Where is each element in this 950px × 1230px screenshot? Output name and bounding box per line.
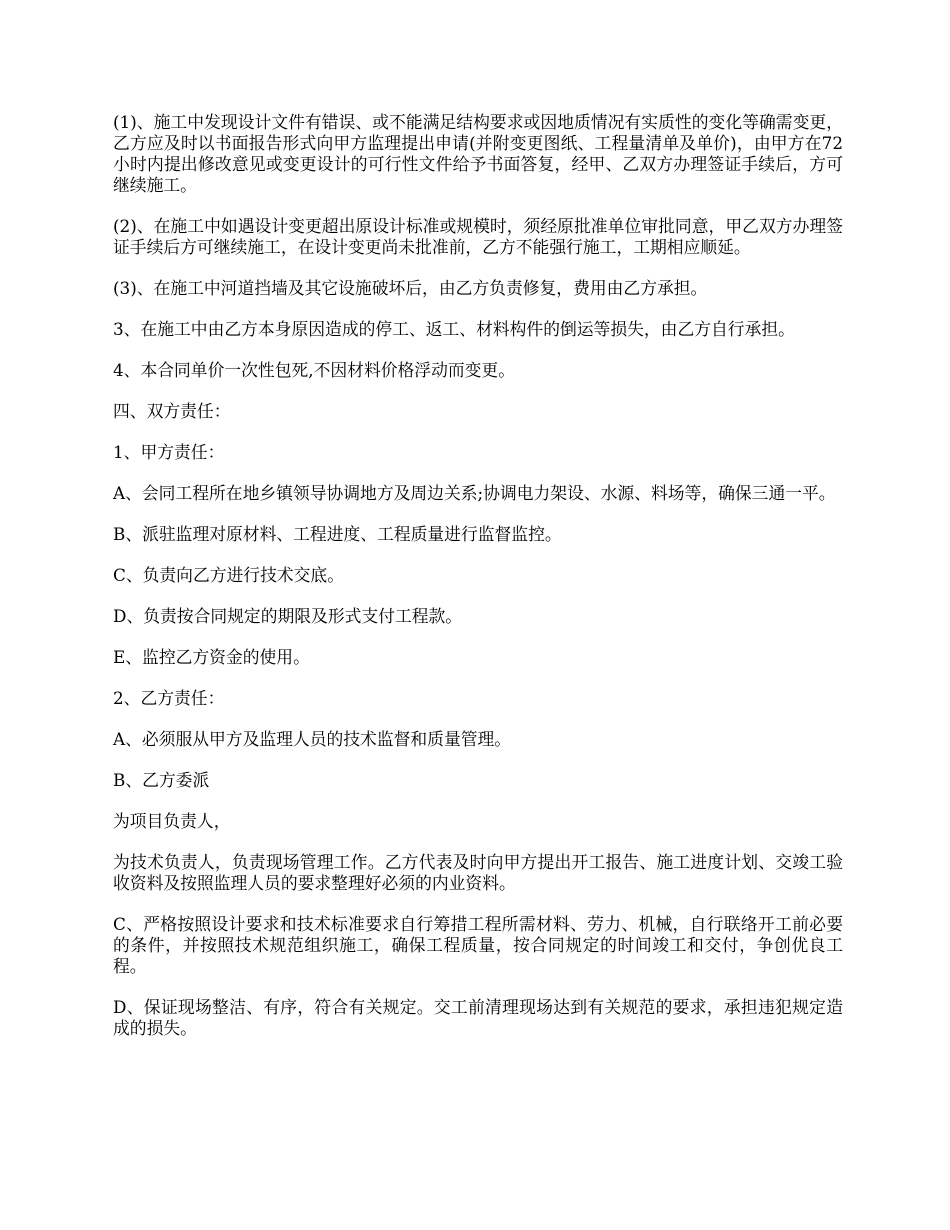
party-a-item-e: E、监控乙方资金的使用。 [113, 647, 310, 667]
section-heading-responsibilities: 四、双方责任： [113, 401, 231, 421]
subheading-party-b: 2、乙方责任： [113, 688, 225, 708]
paragraph-change-1: (1)、施工中发现设计文件有错误、或不能满足结构要求或因地质情况有实质性的变化等确需变更，乙方应及时以书面报告形式向甲方监理提出申请(并附变更图纸、工程量清单及单价)，由甲方在72小时内提出修改意见或变更设计的可行性文件给予书面答复，经甲、乙双方办理签证手续后，方可继续施工。 [113, 112, 843, 195]
party-b-item-c: C、严格按照设计要求和技术标准要求自行筹措工程所需材料、劳力、机械，自行联络开工前必要的条件，并按照技术规范组织施工，确保工程质量，按合同规定的时间竣工和交付，争创优良工程。 [113, 914, 843, 976]
technical-lead-line: 为技术负责人，负责现场管理工作。乙方代表及时向甲方提出开工报告、施工进度计划、交竣工验收资料及按照监理人员的要求整理好必须的内业资料。 [113, 852, 843, 893]
party-b-item-d: D、保证现场整洁、有序，符合有关规定。交工前清理现场达到有关规范的要求，承担违犯规定造成的损失。 [113, 997, 843, 1038]
subheading-party-a: 1、甲方责任： [113, 442, 225, 462]
party-a-item-b: B、派驻监理对原材料、工程进度、工程质量进行监督监控。 [113, 524, 562, 544]
paragraph-change-3: (3)、在施工中河道挡墙及其它设施破坏后，由乙方负责修复，费用由乙方承担。 [113, 278, 708, 298]
party-a-item-c: C、负责向乙方进行技术交底。 [113, 565, 344, 585]
document-page [113, 112, 843, 1059]
paragraph-clause-4: 4、本合同单价一次性包死,不因材料价格浮动而变更。 [113, 360, 515, 380]
project-lead-line: 为项目负责人， [113, 811, 231, 831]
party-a-item-a: A、会同工程所在地乡镇领导协调地方及周边关系;协调电力架设、水源、料场等，确保三通一平。 [113, 483, 836, 503]
party-b-item-a: A、必须服从甲方及监理人员的技术监督和质量管理。 [113, 729, 512, 749]
paragraph-clause-3: 3、在施工中由乙方本身原因造成的停工、返工、材料构件的倒运等损失，由乙方自行承担。 [113, 319, 795, 339]
party-a-item-d: D、负责按合同规定的期限及形式支付工程款。 [113, 606, 463, 626]
party-b-item-b: B、乙方委派 [113, 770, 210, 790]
paragraph-change-2: (2)、在施工中如遇设计变更超出原设计标准或规模时，须经原批准单位审批同意，甲乙双方办理签证手续后方可继续施工，在设计变更尚未批准前，乙方不能强行施工，工期相应顺延。 [113, 216, 843, 257]
